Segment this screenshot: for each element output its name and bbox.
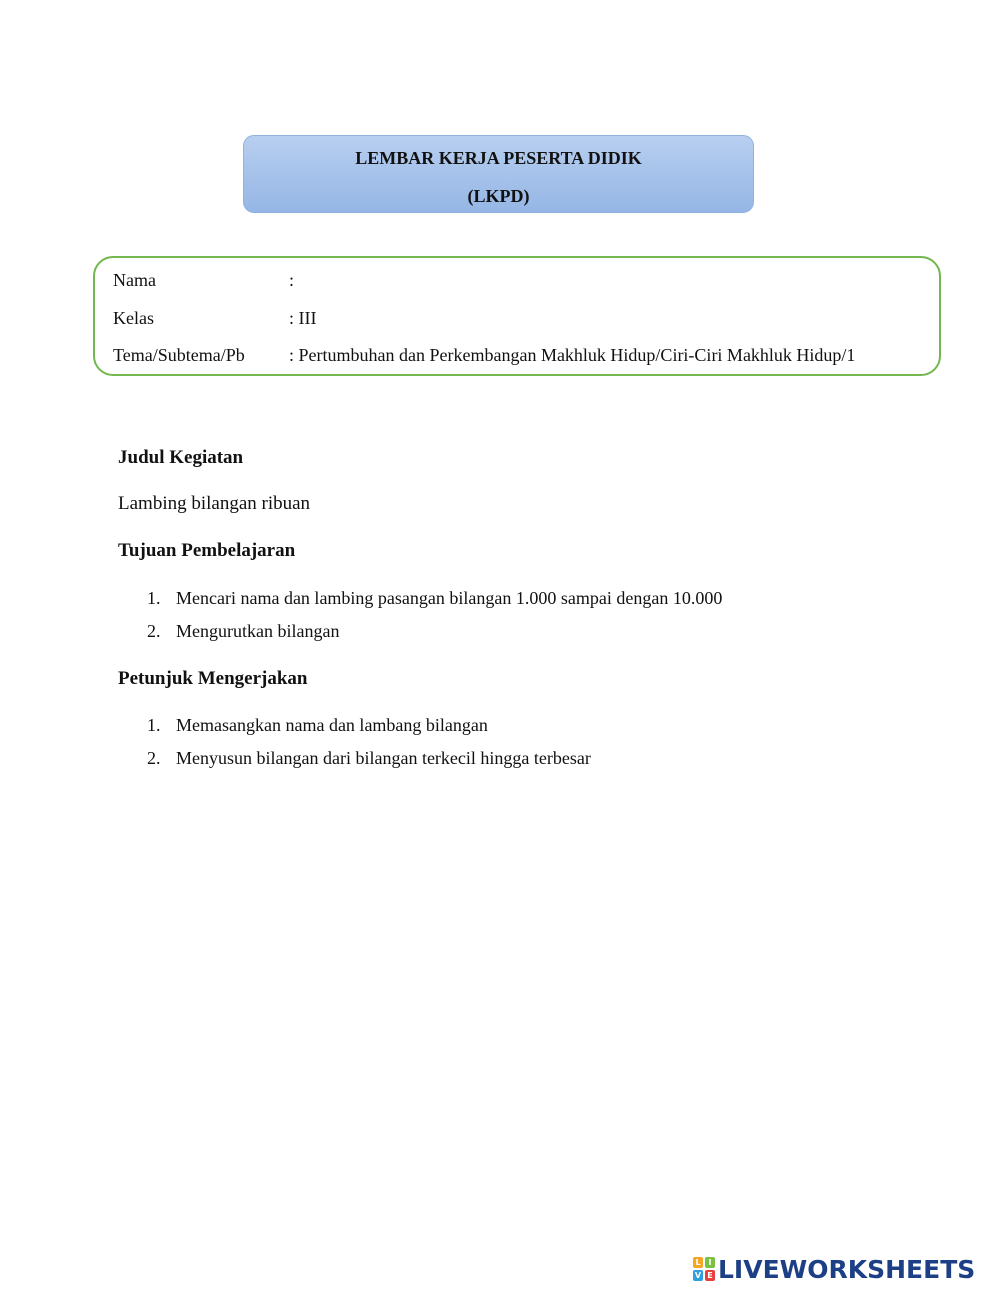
identity-value: : III (289, 308, 317, 328)
activity-text: Lambing bilangan ribuan (118, 493, 311, 514)
list-number: 1. (147, 588, 161, 608)
list-item (147, 588, 722, 609)
identity-value: : (289, 270, 295, 290)
logo-mark-letter: V (694, 1271, 702, 1280)
list-text: Menyusun bilangan dari bilangan terkecil hingga terbesar (176, 748, 591, 768)
logo-mark-icon (693, 1257, 715, 1281)
identity-row-kelas (113, 308, 316, 329)
objectives-heading: Tujuan Pembelajaran (118, 540, 296, 561)
logo-mark-letter: E (705, 1270, 715, 1281)
page-title: LEMBAR KERJA PESERTA DIDIK (355, 148, 642, 168)
list-number: 2. (147, 621, 161, 641)
identity-label: Tema/Subtema/Pb (113, 345, 245, 365)
identity-row-tema (113, 345, 855, 366)
list-number: 2. (147, 748, 161, 768)
instructions-heading: Petunjuk Mengerjakan (118, 668, 308, 689)
list-item (147, 621, 339, 642)
page-subtitle: (LKPD) (467, 186, 530, 206)
list-item (147, 715, 488, 736)
activity-heading: Judul Kegiatan (118, 447, 244, 468)
list-text: Mengurutkan bilangan (176, 621, 340, 641)
liveworksheets-logo (693, 1254, 975, 1284)
identity-box (93, 256, 941, 376)
list-text: Mencari nama dan lambing pasangan bilangan 1.000 sampai dengan 10.000 (176, 588, 723, 608)
identity-row-nama (113, 270, 294, 291)
title-box (243, 135, 754, 213)
list-number: 1. (147, 715, 161, 735)
list-item (147, 748, 591, 769)
logo-mark-letter: L (693, 1257, 703, 1268)
logo-text: LIVEWORKSHEETS (718, 1254, 976, 1284)
list-text: Memasangkan nama dan lambang bilangan (176, 715, 488, 735)
logo-mark-letter: I (705, 1257, 715, 1268)
identity-label: Kelas (113, 308, 154, 328)
identity-label: Nama (113, 270, 156, 290)
identity-value: : Pertumbuhan dan Perkembangan Makhluk Hidup/Ciri-Ciri Makhluk Hidup/1 (289, 345, 856, 365)
